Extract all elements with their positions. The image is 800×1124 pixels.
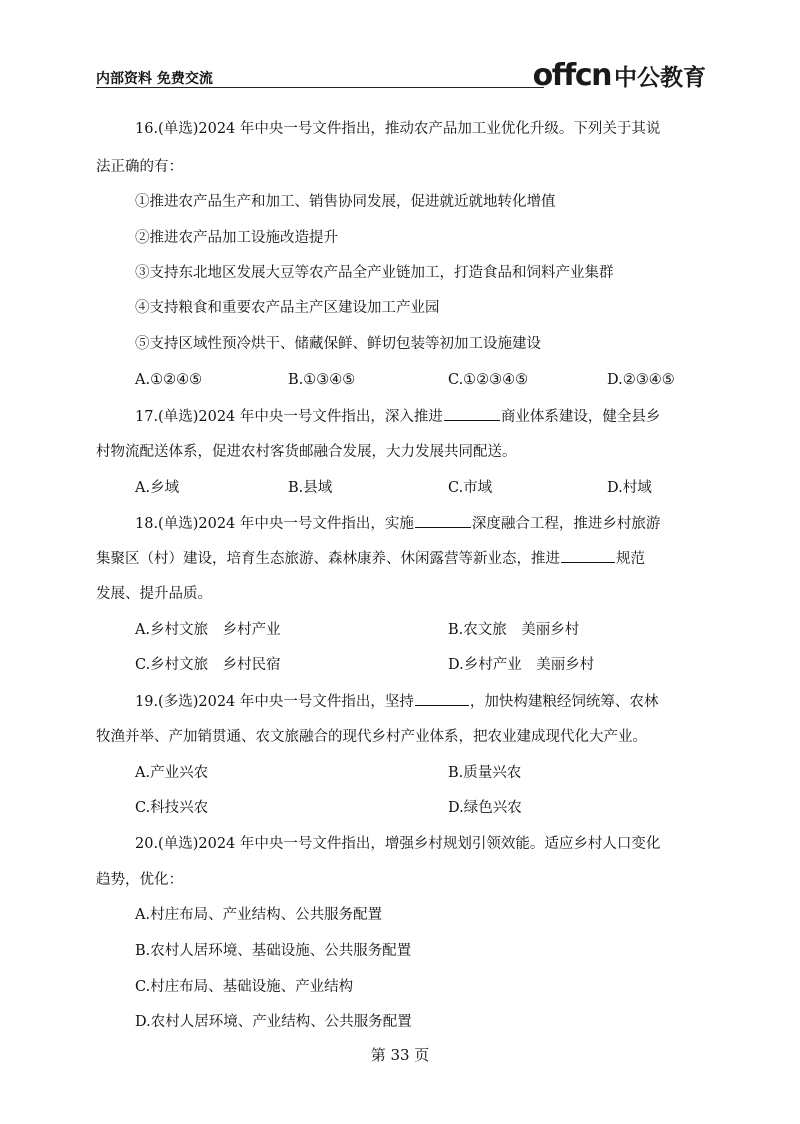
q19-option-a: A.产业兴农 xyxy=(135,765,209,781)
q18-option-c: C.乡村文旅 乡村民宿 xyxy=(135,657,281,673)
q16-statement-1: ①推进农产品生产和加工、销售协同发展，促进就近就地转化增值 xyxy=(135,194,556,210)
q16-statement-5: ⑤支持区域性预冷烘干、储藏保鲜、鲜切包装等初加工设施建设 xyxy=(135,336,541,352)
q20-stem-line2: 趋势，优化： xyxy=(96,872,183,888)
q17-option-a: A.乡域 xyxy=(135,480,180,496)
q20-option-d: D.农村人居环境、产业结构、公共服务配置 xyxy=(135,1014,412,1030)
q16-stem-line2: 法正确的有： xyxy=(96,159,183,175)
q18-stem-part4: 规范 xyxy=(616,551,645,567)
q17-blank xyxy=(444,406,500,421)
logo-latin-text: offcn xyxy=(532,58,611,93)
q19-option-c: C.科技兴农 xyxy=(135,800,209,816)
q16-option-c: C.①②③④⑤ xyxy=(448,372,529,388)
q20-stem-line1: 20.(单选)2024 年中央一号文件指出，增强乡村规划引领效能。适应乡村人口变化 xyxy=(135,836,661,852)
q16-option-a: A.①②④⑤ xyxy=(135,372,203,388)
q19-stem-part1: 19.(多选)2024 年中央一号文件指出，坚持 xyxy=(135,694,414,710)
q17-option-b: B.县域 xyxy=(288,480,333,496)
q17-stem-part2: 商业体系建设，健全县乡 xyxy=(500,409,661,425)
q16-statement-2: ②推进农产品加工设施改造提升 xyxy=(135,230,338,246)
q17-option-d: D.村域 xyxy=(607,480,652,496)
offcn-logo xyxy=(533,60,706,92)
q18-stem-part2: 深度融合工程，推进乡村旅游 xyxy=(471,516,661,532)
q19-stem-line1 xyxy=(135,691,658,712)
q19-stem-line2: 牧渔并举、产加销贯通、农文旅融合的现代乡村产业体系，把农业建成现代化大产业。 xyxy=(96,729,647,745)
q19-blank xyxy=(415,691,469,706)
q18-stem-part3: 集聚区（村）建设，培育生态旅游、森林康养、休闲露营等新业态，推进 xyxy=(96,551,560,567)
q18-stem-line3: 发展、提升品质。 xyxy=(96,586,212,602)
q19-option-b: B.质量兴农 xyxy=(448,765,522,781)
q18-option-d: D.乡村产业 美丽乡村 xyxy=(448,657,595,673)
q17-stem-line2: 村物流配送体系，促进农村客货邮融合发展，大力发展共同配送。 xyxy=(96,444,517,460)
q16-option-b: B.①③④⑤ xyxy=(288,372,356,388)
header-rule xyxy=(96,87,544,88)
q16-option-d: D.②③④⑤ xyxy=(607,372,675,388)
q20-option-b: B.农村人居环境、基础设施、公共服务配置 xyxy=(135,943,412,959)
q18-stem-part1: 18.(单选)2024 年中央一号文件指出，实施 xyxy=(135,516,414,532)
page-header xyxy=(96,60,706,92)
q18-stem-line2 xyxy=(96,548,645,569)
logo-chinese-text: 中公教育 xyxy=(614,65,706,91)
q18-blank-2 xyxy=(561,548,615,563)
q19-option-d: D.绿色兴农 xyxy=(448,800,522,816)
q17-stem-part1: 17.(单选)2024 年中央一号文件指出，深入推进 xyxy=(135,409,443,425)
q19-stem-part2: ，加快构建粮经饲统筹、农林 xyxy=(469,694,659,710)
q17-stem-line1 xyxy=(135,406,660,427)
q17-option-c: C.市域 xyxy=(448,480,493,496)
q16-statement-4: ④支持粮食和重要农产品主产区建设加工产业园 xyxy=(135,300,440,316)
q16-statement-3: ③支持东北地区发展大豆等农产品全产业链加工，打造食品和饲料产业集群 xyxy=(135,265,614,281)
q18-option-a: A.乡村文旅 乡村产业 xyxy=(135,622,281,638)
q20-option-c: C.村庄布局、基础设施、产业结构 xyxy=(135,979,354,995)
header-note: 内部资料 免费交流 xyxy=(96,71,213,87)
q20-option-a: A.村庄布局、产业结构、公共服务配置 xyxy=(135,907,383,923)
q18-blank-1 xyxy=(415,513,471,528)
q18-option-b: B.农文旅 美丽乡村 xyxy=(448,622,580,638)
q16-stem-line1: 16.(单选)2024 年中央一号文件指出，推动农产品加工业优化升级。下列关于其说 xyxy=(135,121,661,137)
page-number: 第 33 页 xyxy=(370,1046,430,1064)
q18-stem-line1 xyxy=(135,513,660,534)
